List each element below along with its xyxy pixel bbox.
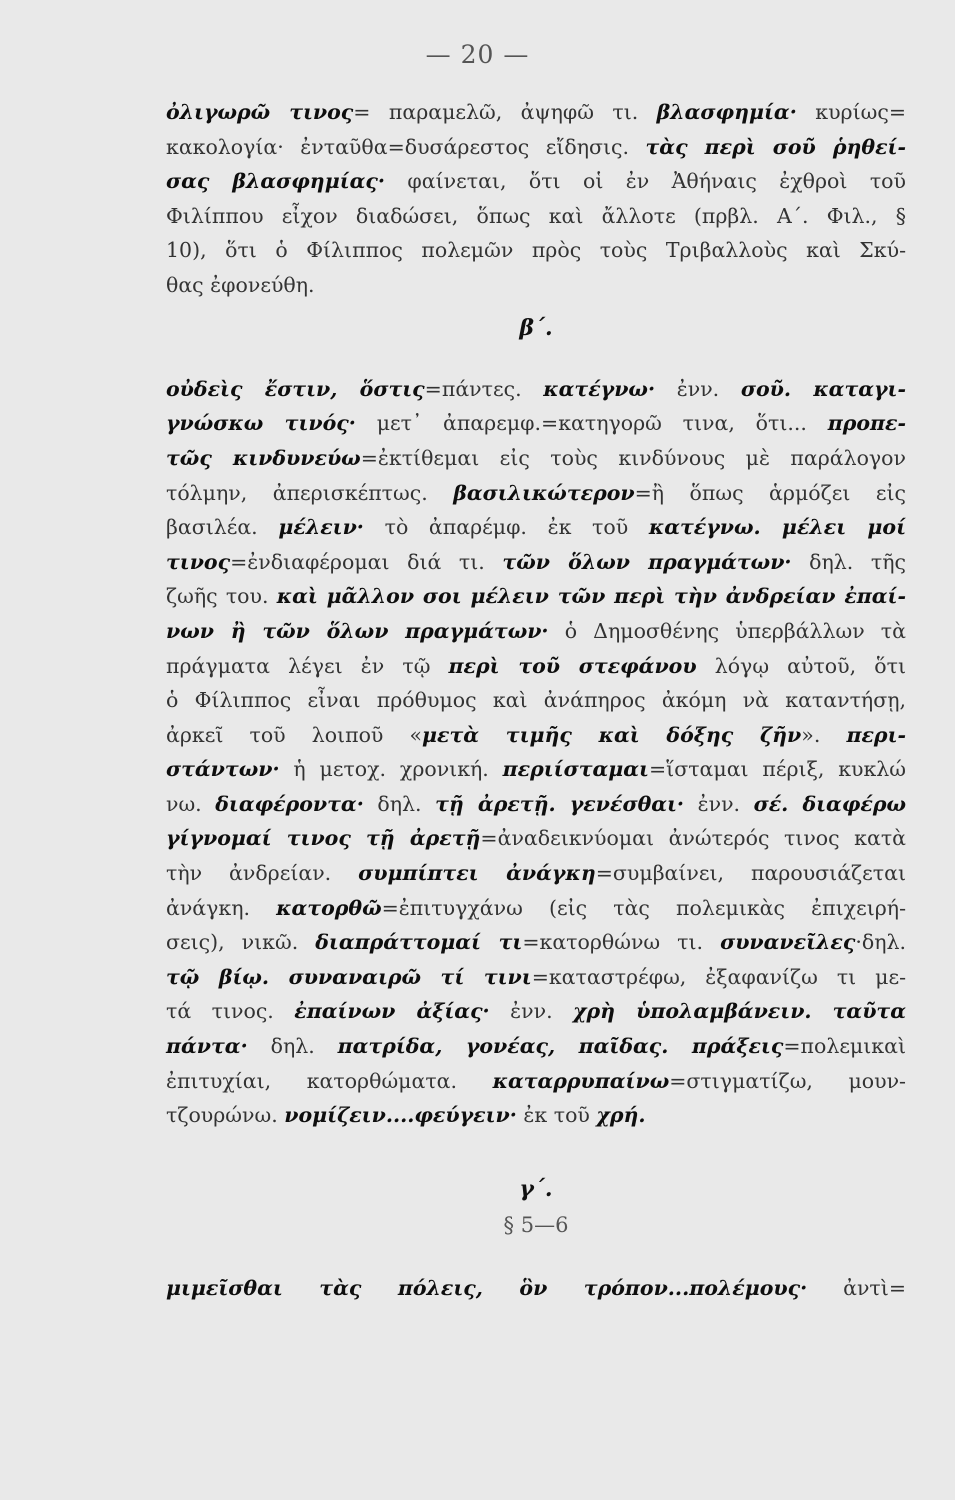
gloss: σεις), νικῶ. xyxy=(166,930,316,955)
gloss: ἐπιτυχίαι, κατορθώματα. xyxy=(166,1068,493,1093)
gloss: ἐνν. xyxy=(684,791,754,816)
lemma: διαπράττομαί τι xyxy=(315,930,523,955)
gloss: =ἢ ὅπως ἁρμόζει εἰς xyxy=(634,480,906,505)
lemma: μετὰ τιμῆς καὶ δόξης ζῆν xyxy=(422,722,802,747)
gloss: =ἐπιτυγχάνω (εἰς τὰς πολεμικὰς ἐπιχειρή- xyxy=(381,895,906,920)
gloss: κακολογία· ἐνταῦθα=δυσάρεστος εἴδησις. xyxy=(166,134,646,159)
gloss: ὁ Φίλιππος εἶναι πρόθυμος καὶ ἀνάπηρος ἀκόμη νὰ καταντήσῃ, xyxy=(166,688,906,713)
lemma: μέλειν· xyxy=(278,515,364,540)
lemma: νων ἢ τῶν ὅλων πραγμάτων· xyxy=(166,618,549,643)
gloss: ὁ Δημοσθένης ὑπερβάλλων τὰ xyxy=(548,618,906,643)
gloss: 10), ὅτι ὁ Φίλιππος πολεμῶν πρὸς τοὺς Τριβαλλοὺς καὶ Σκύ- xyxy=(166,238,906,263)
text-line xyxy=(166,1133,906,1168)
text-line xyxy=(166,1064,906,1099)
paragraph-reference: § 5—6 xyxy=(503,1213,569,1238)
text-line xyxy=(166,994,906,1029)
text-line xyxy=(166,752,906,787)
gloss: ἐνν. xyxy=(655,376,741,401)
text-line xyxy=(166,510,906,545)
lemma: τινος xyxy=(166,549,231,574)
lemma: καὶ μᾶλλον σοι μέλειν τῶν περὶ τὴν ἀνδρείαν ἐπαί- xyxy=(276,584,906,609)
text-line xyxy=(166,130,906,165)
gloss: =ἵσταμαι πέριξ, κυκλώ xyxy=(648,757,907,782)
text-line xyxy=(166,891,906,926)
gloss: =συμβαίνει, παρουσιάζεται xyxy=(595,861,906,886)
gloss: ἡ μετοχ. χρονική. xyxy=(279,757,503,782)
section-heading-beta: β΄. xyxy=(519,314,553,341)
text-line xyxy=(166,372,906,407)
gloss: λόγῳ αὐτοῦ, ὅτι xyxy=(696,653,906,678)
gloss: ζωῆς του. xyxy=(166,584,277,609)
gloss: ἀνάγκη. xyxy=(166,895,277,920)
lemma: πατρίδα, γονέας, παῖδας. πράξεις xyxy=(337,1034,784,1059)
lemma: οὐδεὶς ἔστιν, ὅστις xyxy=(166,376,425,401)
text-line xyxy=(166,718,906,753)
text-line xyxy=(166,856,906,891)
text-line xyxy=(166,233,906,268)
gloss: =ἐκτίθεμαι εἰς τοὺς κινδύνους μὲ παράλογον xyxy=(360,445,906,470)
gloss: τὸ ἀπαρέμφ. ἐκ τοῦ xyxy=(363,515,649,540)
lemma: γίγνομαί τινος τῇ ἀρετῇ xyxy=(166,826,481,851)
gloss: πράγματα λέγει ἐν τῷ xyxy=(166,653,449,678)
gloss: ἀντὶ= xyxy=(807,1276,906,1301)
lemma: συνανεῖλες xyxy=(720,930,856,955)
body-text xyxy=(166,95,906,1306)
gloss: τζουρώνω. xyxy=(166,1103,285,1128)
section-heading-gamma: γ΄. xyxy=(519,1175,553,1202)
gloss: θας ἐφονεύθη. xyxy=(166,272,315,297)
page-number: — 20 — xyxy=(425,40,530,69)
lemma: ὀλιγωρῶ τινος xyxy=(166,100,354,124)
text-line xyxy=(166,545,906,580)
lemma: περι- xyxy=(846,722,906,747)
gloss: =κατορθώνω τι. xyxy=(522,930,721,955)
text-line xyxy=(166,821,906,856)
lemma: κατέγνω. μέλει μοί xyxy=(648,515,907,540)
gloss: κυρίως= xyxy=(796,100,906,124)
lemma: σέ. διαφέρω xyxy=(753,791,906,816)
lemma: τὰς περὶ σοῦ ῥηθεί- xyxy=(645,134,906,159)
gloss: φαίνεται, ὅτι οἱ ἐν Ἀθήναις ἐχθροὶ τοῦ xyxy=(385,169,906,194)
lemma: σοῦ. καταγι- xyxy=(740,376,906,401)
text-line xyxy=(166,1271,906,1306)
text-line xyxy=(166,649,906,684)
lemma: τῷ βίῳ. συναναιρῶ τί τινι xyxy=(166,964,532,989)
lemma: γνώσκω τινός· xyxy=(166,411,356,436)
lemma: βλασφημία· xyxy=(656,100,797,124)
lemma: τῶς κινδυνεύω xyxy=(166,445,361,470)
gloss: βασιλέα. xyxy=(166,515,279,540)
lemma: διαφέροντα· xyxy=(215,791,364,816)
text-line xyxy=(166,164,906,199)
gloss: = παραμελῶ, ἀψηφῶ τι. xyxy=(353,100,657,124)
lemma: κατέγνω· xyxy=(543,376,656,401)
text-line xyxy=(166,683,906,718)
gloss: =πάντες. xyxy=(424,376,544,401)
text-line xyxy=(166,268,906,303)
text-line xyxy=(166,925,906,960)
gloss: =ἀναδεικνύομαι ἀνώτερός τινος κατὰ xyxy=(480,826,906,851)
gloss: δηλ. τῆς xyxy=(791,549,906,574)
gloss: μετ᾿ ἀπαρεμφ.=κατηγορῶ τινα, ὅτι... xyxy=(355,411,828,436)
gloss: ». xyxy=(801,722,847,747)
gloss: ἐνν. xyxy=(489,999,574,1024)
gloss: τὴν ἀνδρείαν. xyxy=(166,861,359,886)
lemma: σας βλασφημίας· xyxy=(166,169,386,194)
lemma: προπε- xyxy=(827,411,906,436)
gloss: ἀρκεῖ τοῦ λοιποῦ « xyxy=(166,722,423,747)
lemma: βασιλικώτερον xyxy=(453,480,635,505)
text-line xyxy=(166,199,906,234)
gloss: ἐκ τοῦ xyxy=(516,1103,597,1128)
text-line xyxy=(166,1029,906,1064)
lemma: νομίζειν....φεύγειν· xyxy=(284,1103,517,1128)
lemma: στάντων· xyxy=(166,757,280,782)
text-line xyxy=(166,787,906,822)
lemma: καταρρυπαίνω xyxy=(492,1068,670,1093)
gloss: =καταστρέφω, ἐξαφανίζω τι με- xyxy=(531,964,906,989)
text-line xyxy=(166,579,906,614)
text-line xyxy=(166,476,906,511)
gloss: δηλ. xyxy=(363,791,436,816)
gloss: τόλμην, ἀπερισκέπτως. xyxy=(166,480,454,505)
lemma: τῇ ἀρετῇ. γενέσθαι· xyxy=(435,791,685,816)
text-line xyxy=(166,960,906,995)
text-line xyxy=(166,95,906,130)
lemma: τῶν ὅλων πραγμάτων· xyxy=(502,549,792,574)
lemma: συμπίπτει ἀνάγκη xyxy=(358,861,596,886)
lemma: χρὴ ὑπολαμβάνειν. ταῦτα xyxy=(573,999,906,1024)
text-line xyxy=(166,1098,906,1133)
text-line xyxy=(166,614,906,649)
lemma: πάντα· xyxy=(166,1034,248,1059)
lemma: χρή. xyxy=(596,1103,646,1128)
lemma: μιμεῖσθαι τὰς πόλεις, ὃν τρόπον...πολέμους· xyxy=(166,1276,808,1301)
gloss: νω. xyxy=(166,791,216,816)
lemma: ἐπαίνων ἀξίας· xyxy=(294,999,490,1024)
gloss: =πολεμικαὶ xyxy=(783,1034,906,1059)
gloss: τά τινος. xyxy=(166,999,295,1024)
gloss: ·δηλ. xyxy=(855,930,907,955)
lemma: περὶ τοῦ στεφάνου xyxy=(448,653,697,678)
gloss: δηλ. xyxy=(247,1034,338,1059)
text-line xyxy=(166,441,906,476)
gloss: =ἐνδιαφέρομαι διά τι. xyxy=(230,549,503,574)
gloss: =στιγματίζω, μουν- xyxy=(669,1068,906,1093)
gloss: Φιλίππου εἶχον διαδώσει, ὅπως καὶ ἄλλοτε (πρβλ. Α΄. Φιλ., § xyxy=(166,203,906,228)
text-line xyxy=(166,406,906,441)
lemma: περιίσταμαι xyxy=(502,757,649,782)
lemma: κατορθῶ xyxy=(276,895,382,920)
